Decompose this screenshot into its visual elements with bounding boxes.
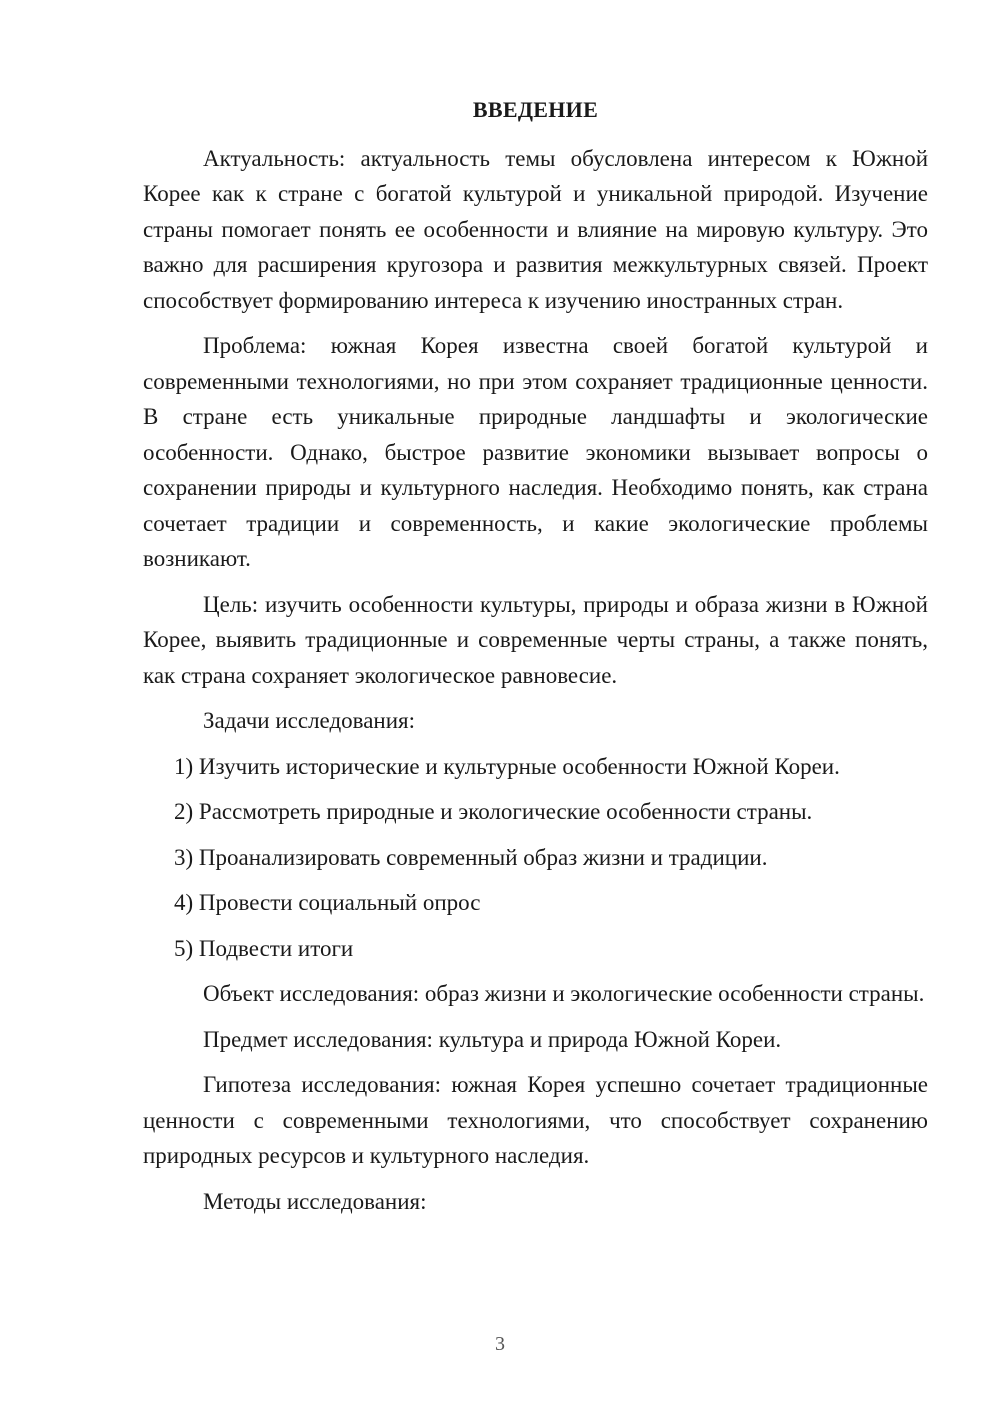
relevance-paragraph: Актуальность: актуальность темы обусловлена интересом к Южной Корее как к стране с богатой культурой и уникальной природой. Изучение страны помогает понять ее особенности и влияние на мировую культуру. Это важно для расширения кругозора и развития межкультурных связей. Проект способствует формированию интереса к изучению иностранных стран. [143,145,928,313]
list-item: 3) Проанализировать современный образ жизни и традиции. [174,844,768,870]
hypothesis-paragraph: Гипотеза исследования: южная Корея успешно сочетает традиционные ценности с современными технологиями, что способствует сохранению природных ресурсов и культурного наследия. [143,1072,928,1168]
subject-paragraph: Предмет исследования: культура и природа Южной Кореи. [203,1026,782,1052]
problem-paragraph: Проблема: южная Корея известна своей богатой культурой и современными технологиями, но при этом сохраняет традиционные ценности. В стране есть уникальные природные ландшафты и экологические особенности. Однако, быстрое развитие экономики вызывает вопросы о сохранении природы и культурного наследия. Необходимо понять, как страна сочетает традиции и современность, и какие экологические проблемы возникают. [143,333,928,571]
tasks-list [143,749,928,967]
object-paragraph: Объект исследования: образ жизни и экологические особенности страны. [203,981,925,1006]
document-page [143,92,928,1229]
list-item: 5) Подвести итоги [174,935,354,961]
document-title: ВВЕДЕНИЕ [472,97,599,122]
list-item: 2) Рассмотреть природные и экологические особенности страны. [174,799,813,824]
goal-paragraph: Цель: изучить особенности культуры, природы и образа жизни в Южной Корее, выявить традиционные и современные черты страны, а также понять, как страна сохраняет экологическое равновесие. [143,591,928,688]
page-number: 3 [495,1333,505,1355]
list-item: 1) Изучить исторические и культурные особенности Южной Кореи. [174,753,840,779]
list-item: 4) Провести социальный опрос [174,890,481,915]
tasks-heading: Задачи исследования: [203,708,416,733]
methods-heading: Методы исследования: [203,1188,427,1214]
